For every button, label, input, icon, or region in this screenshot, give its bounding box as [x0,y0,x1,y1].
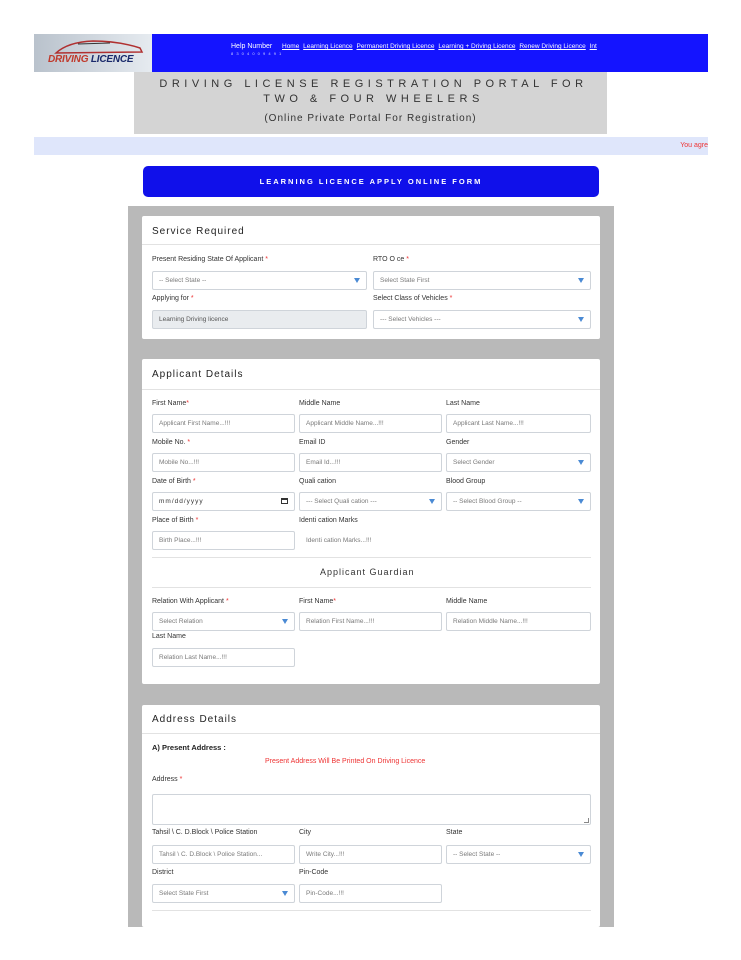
pincode-input[interactable]: Pin-Code...!!! [299,884,442,903]
nav-renew-licence[interactable]: Renew Driving Licence [519,43,586,50]
portal-title [134,72,607,134]
relation-last-input[interactable]: Relation Last Name...!!! [152,648,295,667]
relation-select[interactable]: Select Relation [152,612,295,631]
address-state-label: State [446,829,463,836]
relation-first-label: First Name* [299,598,336,605]
first-name-input[interactable]: Applicant First Name...!!! [152,414,295,433]
tahsil-input[interactable]: Tahsil \ C. D.Block \ Police Station... [152,845,295,864]
gender-select[interactable]: Select Gender [446,453,591,472]
vehicle-select[interactable]: --- Select Vehicles --- [373,310,591,329]
nav-home[interactable]: Home [282,43,300,50]
chevron-down-icon [578,278,584,283]
nav-learning-driving[interactable]: Learning + Driving Licence [438,43,516,50]
relation-middle-label: Middle Name [446,598,488,605]
mobile-label: Mobile No. * [152,439,191,446]
chevron-down-icon [282,891,288,896]
district-label: District [152,869,174,876]
last-name-input[interactable]: Applicant Last Name...!!! [446,414,591,433]
rto-label: RTO O ce * [373,256,409,263]
middle-name-label: Middle Name [299,400,341,407]
help-number: Help Number 8 3 0 4 0 0 9 4 9 1 [231,43,283,56]
resize-handle-icon[interactable] [584,818,589,823]
address-label: Address * [152,776,183,783]
dob-label: Date of Birth * [152,478,196,485]
qualification-label: Quali cation [299,478,336,485]
pincode-label: Pin-Code [299,869,329,876]
service-title: Service Required [152,226,245,237]
service-card [142,216,600,339]
chevron-down-icon [578,499,584,504]
ident-marks-input[interactable]: Identi cation Marks...!!! [299,531,442,550]
ident-marks-label: Identi cation Marks [299,517,358,524]
pob-label: Place of Birth * [152,517,199,524]
chevron-down-icon [578,460,584,465]
title-line2: (Online Private Portal For Registration) [264,113,477,124]
address-section [128,695,614,927]
qualification-select[interactable]: --- Select Quali cation --- [299,492,442,511]
applicant-section [128,349,614,695]
site-logo[interactable] [34,34,152,72]
chevron-down-icon [282,619,288,624]
rto-select[interactable]: Select State First [373,271,591,290]
applying-input: Learning Driving licence [152,310,367,329]
nav-links [282,43,599,50]
calendar-icon[interactable] [281,498,288,504]
chevron-down-icon [578,317,584,322]
relation-last-label: Last Name [152,633,186,640]
blood-group-label: Blood Group [446,478,486,485]
relation-first-input[interactable]: Relation First Name...!!! [299,612,442,631]
tahsil-label: Tahsil \ C. D.Block \ Police Station [152,829,258,836]
city-input[interactable]: Write City...!!! [299,845,442,864]
brand-text: DRIVING LICENCE [48,54,134,65]
applicant-title: Applicant Details [152,369,244,380]
notice-text: You agre [680,142,708,149]
state-label: Present Residing State Of Applicant * [152,256,268,263]
form-banner: LEARNING LICENCE APPLY ONLINE FORM [143,166,599,197]
gender-label: Gender [446,439,470,446]
middle-name-input[interactable]: Applicant Middle Name...!!! [299,414,442,433]
applying-label: Applying for * [152,295,194,302]
last-name-label: Last Name [446,400,480,407]
notice-bar [34,137,708,155]
pob-input[interactable]: Birth Place...!!! [152,531,295,550]
nav-int[interactable]: Int [589,43,597,50]
address-title: Address Details [152,714,238,725]
chevron-down-icon [429,499,435,504]
service-section [128,206,614,349]
guardian-title: Applicant Guardian [320,567,415,577]
top-header [34,34,708,72]
address-card [142,705,600,927]
email-input[interactable]: Email Id...!!! [299,453,442,472]
title-line1: DRIVING LICENSE REGISTRATION PORTAL FOR TWO & FOUR WHEELERS [159,78,588,105]
nav-permanent-licence[interactable]: Permanent Driving Licence [356,43,435,50]
relation-middle-input[interactable]: Relation Middle Name...!!! [446,612,591,631]
applicant-card [142,359,600,684]
address-textarea[interactable] [152,794,591,825]
chevron-down-icon [354,278,360,283]
chevron-down-icon [578,852,584,857]
first-name-label: First Name* [152,400,189,407]
dob-input[interactable]: mm/dd/yyyy [152,492,295,511]
blood-group-select[interactable]: -- Select Blood Group -- [446,492,591,511]
print-notice: Present Address Will Be Printed On Driving Licence [265,758,426,765]
state-select[interactable]: -- Select State -- [152,271,367,290]
nav-learning-licence[interactable]: Learning Licence [303,43,353,50]
vehicle-label: Select Class of Vehicles * [373,295,453,302]
address-state-select[interactable]: -- Select State -- [446,845,591,864]
email-label: Email ID [299,439,326,446]
mobile-input[interactable]: Mobile No...!!! [152,453,295,472]
present-address-label: A) Present Address : [152,743,226,752]
relation-label: Relation With Applicant * [152,598,229,605]
district-select[interactable]: Select State First [152,884,295,903]
city-label: City [299,829,312,836]
